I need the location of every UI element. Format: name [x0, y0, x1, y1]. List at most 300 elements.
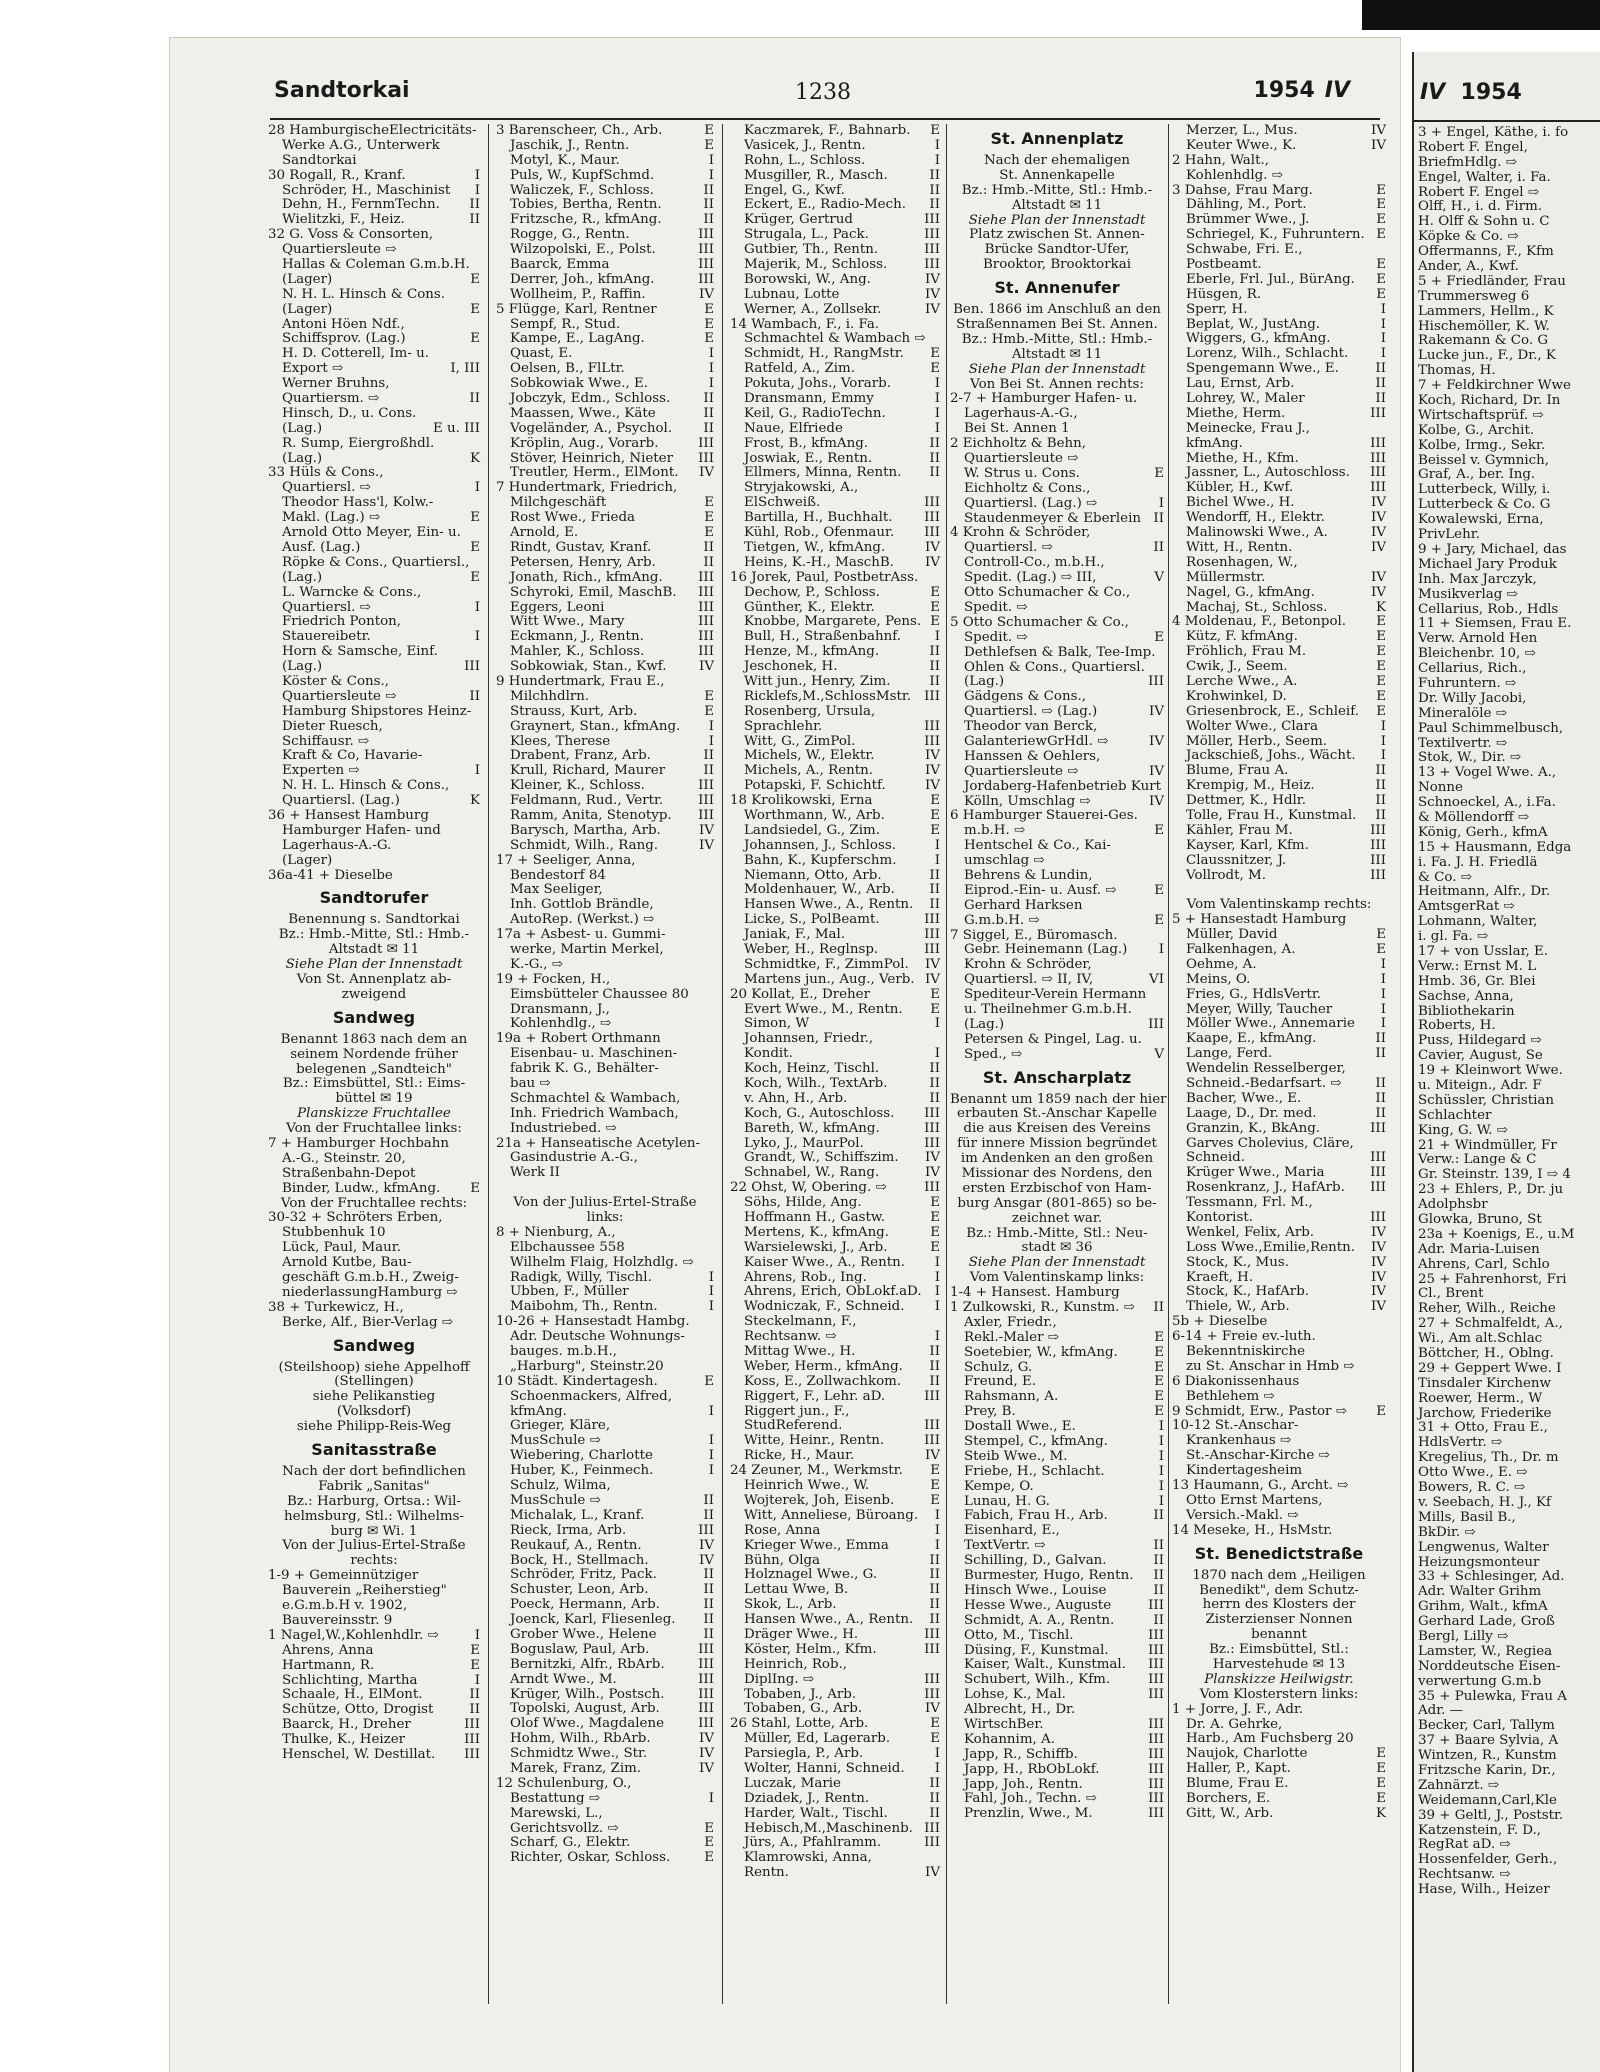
directory-entry: Beissel v. Gymnich, — [1418, 452, 1549, 468]
floor-marker: E — [930, 1195, 940, 1211]
entry-text: Fröhlich, Frau M. — [1186, 644, 1307, 660]
directory-entry: Wirtschaftsprüf. ⇨ — [1418, 407, 1544, 423]
floor-marker: II — [1375, 778, 1386, 794]
entry-text: Oelsen, B., FlLtr. — [510, 361, 625, 377]
directory-entry — [730, 1047, 940, 1062]
entry-text: Waliczek, F., Schloss. — [510, 182, 654, 198]
directory-entry — [496, 154, 714, 169]
directory-entry — [950, 809, 1164, 824]
directory-entry — [268, 1375, 480, 1390]
directory-entry — [268, 794, 480, 809]
entry-text: geschäft G.m.b.H., Zweig- — [282, 1270, 459, 1286]
directory-entry: Fuhruntern. ⇨ — [1418, 675, 1517, 691]
directory-entry — [496, 1494, 714, 1509]
entry-text: Lagerhaus-A.-G. — [282, 837, 392, 853]
directory-entry — [496, 1643, 714, 1658]
directory-entry — [268, 303, 480, 318]
entry-text: Holznagel Wwe., G. — [744, 1567, 878, 1583]
entry-text: Export ⇨ — [282, 361, 344, 377]
floor-marker: II — [929, 673, 940, 689]
directory-entry — [496, 1732, 714, 1747]
directory-entry — [496, 1300, 714, 1315]
directory-entry: Cavier, August, Se — [1418, 1048, 1543, 1064]
directory-entry: Kolbe, Irmg., Sekr. — [1418, 437, 1546, 453]
entry-text: helmsburg, Stl.: Wilhelms- — [284, 1508, 464, 1524]
directory-entry — [268, 720, 480, 735]
entry-text: AutoRep. (Werkst.) ⇨ — [510, 912, 655, 928]
entry-text: Thiele, W., Arb. — [1186, 1299, 1290, 1315]
entry-text: Martens jun., Aug., Verb. — [744, 971, 915, 987]
entry-text: Skok, L., Arb. — [744, 1597, 837, 1613]
entry-text: Witte, Heinr., Rentn. — [744, 1433, 885, 1449]
entry-text: Spediteur-Verein Hermann — [964, 987, 1147, 1003]
floor-marker: I — [474, 167, 480, 183]
entry-text: Kaiser, Walt., Kunstmal. — [964, 1657, 1126, 1673]
floor-marker: II — [703, 391, 714, 407]
directory-entry — [950, 646, 1164, 661]
directory-entry: Tinsdaler Kirchenw — [1418, 1375, 1551, 1391]
directory-entry: Stok, W., Dir. ⇨ — [1418, 750, 1522, 766]
directory-entry — [496, 943, 714, 958]
floor-marker: II — [703, 763, 714, 779]
directory-entry — [496, 824, 714, 839]
directory-entry — [730, 749, 940, 764]
entry-text: Sandtorkai — [282, 152, 357, 168]
floor-marker: IV — [925, 271, 940, 287]
entry-text: 36 + Hansest Hamburg — [268, 807, 429, 823]
directory-entry — [268, 675, 480, 690]
directory-entry: Hischemöller, K. W. — [1418, 318, 1550, 334]
directory-entry: Lutterbeck, Willy, i. — [1418, 482, 1551, 498]
floor-marker: III — [924, 1686, 940, 1702]
directory-entry — [268, 1420, 480, 1435]
directory-entry — [496, 1836, 714, 1851]
directory-entry — [268, 407, 480, 422]
directory-entry — [496, 1137, 714, 1152]
directory-entry: Sachse, Anna, — [1418, 988, 1514, 1004]
entry-text: Japp, Joh., Rentn. — [964, 1776, 1083, 1792]
directory-entry — [496, 1449, 714, 1464]
entry-text: Dethlefsen & Balk, Tee-Imp. — [964, 644, 1156, 660]
directory-entry — [496, 1256, 714, 1271]
directory-entry — [950, 1807, 1164, 1822]
entry-text: R. Sump, Eiergroßhdl. — [282, 435, 435, 451]
directory-entry — [268, 1033, 480, 1048]
directory-column-3 — [730, 124, 940, 1881]
directory-entry — [496, 1747, 714, 1762]
directory-entry — [1172, 1419, 1386, 1434]
entry-text: Worthmann, W., Arb. — [744, 807, 885, 823]
floor-marker: E — [930, 822, 940, 838]
directory-entry — [268, 392, 480, 407]
directory-entry — [950, 765, 1164, 780]
next-page-header — [1420, 80, 1522, 105]
floor-marker: E — [1376, 1403, 1386, 1419]
directory-entry — [496, 898, 714, 913]
directory-entry — [1172, 1524, 1386, 1539]
entry-text: Wilzopolski, E., Polst. — [510, 242, 656, 258]
directory-entry — [268, 169, 480, 184]
directory-entry — [950, 824, 1164, 839]
directory-entry — [496, 362, 714, 377]
floor-marker: E — [704, 137, 714, 153]
directory-entry — [496, 839, 714, 854]
directory-entry — [950, 1167, 1164, 1182]
entry-text: H. D. Cotterell, Im- u. — [282, 346, 430, 362]
entry-text: Hohm, Wilh., RbArb. — [510, 1731, 651, 1747]
floor-marker: III — [1148, 1627, 1164, 1643]
entry-text: Merzer, L., Mus. — [1186, 123, 1298, 138]
floor-marker: II — [469, 688, 480, 704]
directory-entry — [950, 512, 1164, 527]
floor-marker: E — [1376, 257, 1386, 273]
floor-marker: I — [934, 1254, 940, 1270]
entry-text: Brooktor, Brooktorkai — [982, 257, 1132, 273]
floor-marker: V — [1154, 1046, 1164, 1062]
directory-entry — [268, 1197, 480, 1212]
directory-entry — [496, 1151, 714, 1166]
directory-entry — [496, 1434, 714, 1449]
entry-text: W. Strus u. Cons. — [964, 465, 1080, 481]
directory-entry — [730, 839, 940, 854]
directory-entry: Musikverlag ⇨ — [1418, 586, 1518, 602]
directory-entry: 31 + Otto, Frau E., — [1418, 1420, 1548, 1436]
entry-text: Krempig, M., Heiz. — [1186, 778, 1315, 794]
entry-text: Schulz, Wilma, — [510, 1478, 611, 1494]
entry-text: Scharf, G., Elektr. — [510, 1835, 631, 1851]
floor-marker: III — [1148, 1687, 1164, 1703]
directory-entry: 19 + Kleinwort Wwe. — [1418, 1063, 1563, 1079]
floor-marker: E — [1154, 912, 1164, 928]
floor-marker: III — [1148, 1672, 1164, 1688]
floor-marker: II — [929, 1775, 940, 1791]
directory-entry — [496, 988, 714, 1003]
entry-text: Jordaberg-Hafenbetrieb Kurt — [964, 778, 1161, 794]
entry-text: GalanteriewGrHdl. ⇨ — [964, 733, 1109, 749]
directory-entry — [1172, 586, 1386, 601]
floor-marker: II — [1153, 540, 1164, 556]
entry-text: seinem Nordende früher — [290, 1046, 458, 1062]
directory-entry — [268, 1703, 480, 1718]
entry-text: Hanssen & Oehlers, — [964, 748, 1101, 764]
entry-text: Dransmann, J., — [510, 1001, 610, 1017]
directory-entry — [950, 482, 1164, 497]
entry-text: Japp, H., RbObLokf. — [964, 1761, 1100, 1777]
directory-entry — [730, 362, 940, 377]
directory-entry: & Co. ⇨ — [1418, 869, 1472, 885]
floor-marker: II — [929, 1567, 940, 1583]
entry-text: 13 Haumann, G., Archt. ⇨ — [1172, 1478, 1349, 1494]
entry-text: Bahn, K., Kupferschm. — [744, 852, 897, 868]
directory-entry — [1172, 749, 1386, 764]
directory-entry: 13 + Vogel Wwe. A., — [1418, 765, 1557, 781]
floor-marker: E — [1154, 1404, 1164, 1420]
entry-text: 5 Flügge, Karl, Rentner — [496, 301, 657, 317]
directory-entry — [496, 273, 714, 288]
entry-text: Krohwinkel, D. — [1186, 688, 1287, 704]
directory-entry — [950, 705, 1164, 720]
entry-text: Laage, D., Dr. med. — [1186, 1105, 1317, 1121]
entry-text: 1 + Jorre, J. F., Adr. — [1172, 1701, 1304, 1717]
directory-entry — [1172, 1509, 1386, 1524]
entry-text: Wojterek, Joh, Eisenb. — [744, 1492, 895, 1508]
entry-text: Motyl, K., Maur. — [510, 152, 620, 168]
directory-entry — [496, 124, 714, 139]
directory-entry: 17 + von Usslar, E. — [1418, 943, 1549, 959]
entry-text: Köster & Cons., — [282, 673, 390, 689]
directory-entry — [496, 1807, 714, 1822]
directory-entry — [950, 1569, 1164, 1584]
entry-text: niederlassungHamburg ⇨ — [282, 1284, 458, 1300]
directory-entry — [950, 839, 1164, 854]
entry-text: Bz.: Hmb.-Mitte, Stl.: Neu- — [966, 1225, 1148, 1241]
floor-marker: E — [704, 703, 714, 719]
entry-text: G.m.b.H. ⇨ — [964, 912, 1040, 928]
directory-entry — [950, 1241, 1164, 1256]
entry-text: Kohlenhdlg., ⇨ — [510, 1016, 612, 1032]
entry-text: Griesenbrock, E., Schleif. — [1186, 703, 1359, 719]
directory-entry — [1172, 1271, 1386, 1286]
entry-text: belegenen „Sandteich" — [296, 1061, 452, 1077]
entry-text: Kohannim, A. — [964, 1731, 1055, 1747]
directory-entry — [730, 1702, 940, 1717]
directory-entry — [496, 1792, 714, 1807]
directory-entry — [268, 288, 480, 303]
floor-marker: II — [703, 1507, 714, 1523]
directory-entry — [1172, 407, 1386, 422]
directory-entry — [496, 1003, 714, 1018]
directory-entry: verwertung G.m.b — [1418, 1673, 1542, 1689]
entry-text: Friebe, H., Schlacht. — [964, 1463, 1105, 1479]
directory-entry — [950, 675, 1164, 690]
floor-marker: IV — [925, 1865, 940, 1881]
entry-text: 7 + Hamburger Hochbahn — [268, 1136, 450, 1151]
floor-marker: I — [1380, 346, 1386, 362]
directory-entry — [1172, 958, 1386, 973]
entry-text: Schmachtel & Wambach, — [510, 1090, 681, 1106]
entry-text: Stöver, Heinrich, Nieter — [510, 450, 674, 466]
entry-text: Sandweg — [332, 1335, 416, 1355]
entry-text: Henschel, W. Destillat. — [282, 1746, 436, 1762]
directory-entry — [730, 720, 940, 735]
directory-entry: Lucke jun., F., Dr., K — [1418, 348, 1556, 364]
directory-entry: i. gl. Fa. ⇨ — [1418, 929, 1489, 945]
directory-entry — [268, 1569, 480, 1584]
directory-entry: Grihm, Walt., kfmA — [1418, 1599, 1548, 1615]
entry-text: Marek, Franz, Zim. — [510, 1760, 642, 1776]
entry-text: die aus Kreisen des Vereins — [963, 1121, 1151, 1137]
entry-text: Schyroki, Emil, MaschB. — [510, 584, 677, 600]
entry-text: Spengemann Wwe., E. — [1186, 361, 1339, 377]
entry-text: erbauten St.-Anschar Kapelle — [957, 1106, 1157, 1122]
directory-entry — [730, 1405, 940, 1420]
floor-marker: III — [698, 271, 714, 287]
directory-entry — [496, 1196, 714, 1211]
floor-marker: I — [934, 837, 940, 853]
floor-marker: III — [924, 1433, 940, 1449]
floor-marker: I — [708, 1463, 714, 1479]
floor-marker: II — [929, 1612, 940, 1628]
directory-entry — [1172, 779, 1386, 794]
entry-text: Vasicek, J., Rentn. — [744, 137, 866, 153]
directory-entry — [1172, 571, 1386, 586]
floor-marker: IV — [1371, 510, 1386, 526]
floor-marker: IV — [925, 763, 940, 779]
directory-entry — [496, 1017, 714, 1032]
directory-entry: v. Seebach, H. J., Kf — [1418, 1494, 1551, 1510]
directory-entry — [730, 1628, 940, 1643]
entry-text: Bz.: Hmb.-Mitte, Stl.: Hmb.- — [961, 331, 1153, 347]
floor-marker: I — [1158, 495, 1164, 511]
floor-marker: III — [924, 495, 940, 511]
entry-text: Wilhelm Flaig, Holzhdlg. ⇨ — [510, 1254, 694, 1270]
floor-marker: III — [924, 1120, 940, 1136]
directory-entry — [1172, 690, 1386, 705]
directory-entry: Hossenfelder, Gerh., — [1418, 1852, 1558, 1868]
directory-entry — [496, 1777, 714, 1792]
directory-entry — [268, 1614, 480, 1629]
directory-entry — [1172, 1166, 1386, 1181]
entry-text: Tobies, Bertha, Rentn. — [510, 197, 662, 213]
entry-text: Burmester, Hugo, Rentn. — [964, 1568, 1134, 1584]
directory-entry — [268, 124, 480, 139]
entry-text: Bichel Wwe., H. — [1186, 495, 1295, 511]
floor-marker: IV — [1371, 1254, 1386, 1270]
directory-entry — [1172, 1300, 1386, 1315]
directory-entry — [950, 1033, 1164, 1048]
directory-entry — [950, 199, 1164, 214]
entry-text: Planskizze Heilwigstr. — [1204, 1671, 1354, 1687]
directory-entry: Ahrens, Carl, Schlo — [1418, 1256, 1550, 1272]
entry-text: Baarck, H., Dreher — [282, 1717, 411, 1733]
entry-text: Eckert, E., Radio-Mech. — [744, 197, 906, 213]
directory-entry: Otto Wwe., E. ⇨ — [1418, 1465, 1528, 1481]
entry-text: Jürs, A., Pfahlramm. — [744, 1835, 882, 1851]
entry-text: Berke, Alf., Bier-Verlag ⇨ — [282, 1314, 453, 1330]
entry-text: 7 Hundertmark, Friedrich, — [496, 480, 678, 496]
entry-text: Borowski, W., Ang. — [744, 271, 871, 287]
entry-text: Werk II — [510, 1165, 560, 1181]
entry-text: Kröplin, Aug., Vorarb. — [510, 435, 659, 451]
directory-entry — [730, 601, 940, 616]
entry-text: fabrik K. G., Behälter- — [510, 1061, 659, 1077]
directory-entry — [730, 1539, 940, 1554]
entry-text: N. H. L. Hinsch & Cons. — [282, 286, 446, 302]
directory-entry — [950, 318, 1164, 333]
directory-entry — [950, 1271, 1164, 1286]
entry-text: Rieck, Irma, Arb. — [510, 1522, 627, 1538]
directory-entry — [496, 1539, 714, 1554]
directory-entry — [268, 630, 480, 645]
directory-entry — [730, 154, 940, 169]
directory-entry: 5 + Friedländer, Frau — [1418, 273, 1566, 289]
floor-marker: IV — [1371, 569, 1386, 585]
directory-entry — [496, 1330, 714, 1345]
floor-marker: II — [469, 1702, 480, 1718]
directory-entry — [950, 1495, 1164, 1510]
directory-entry: 21 + Windmüller, Fr — [1418, 1137, 1557, 1153]
entry-text: Rosenberg, Ursula, — [744, 703, 876, 719]
directory-entry — [950, 1152, 1164, 1167]
floor-marker: I — [708, 1269, 714, 1285]
directory-entry — [268, 318, 480, 333]
floor-marker: III — [924, 927, 940, 943]
entry-text: Haller, P., Kapt. — [1186, 1761, 1291, 1777]
directory-entry — [950, 1003, 1164, 1018]
directory-entry — [496, 422, 714, 437]
directory-entry — [950, 1703, 1164, 1718]
directory-entry — [268, 690, 480, 705]
directory-entry — [268, 839, 480, 854]
entry-text: Lettau Wwe, B. — [744, 1582, 849, 1598]
entry-text: für innere Mission begründet — [957, 1136, 1157, 1152]
floor-marker: III — [924, 1180, 940, 1196]
directory-entry — [1172, 720, 1386, 735]
floor-marker: II — [929, 882, 940, 898]
entry-text: 14 Wambach, F., i. Fa. — [730, 316, 880, 332]
directory-entry — [268, 481, 480, 496]
directory-entry: 11 + Siemsen, Frau E. — [1418, 616, 1572, 632]
entry-text: Quartiersl. ⇨ — [282, 599, 371, 615]
entry-text: Ahrens, Rob., Ing. — [744, 1269, 867, 1285]
directory-entry: Lutterbeck & Co. G — [1418, 497, 1551, 513]
directory-entry — [950, 452, 1164, 467]
directory-entry — [730, 660, 940, 675]
entry-text: 2-7 + Hamburger Hafen- u. — [950, 391, 1138, 407]
floor-marker: E — [930, 123, 940, 138]
entry-text: Sempf, R., Stud. — [510, 316, 621, 332]
entry-text: Von Bei St. Annen rechts: — [970, 376, 1144, 392]
entry-text: 20 Kollat, E., Dreher — [730, 986, 870, 1002]
directory-entry — [950, 884, 1164, 899]
directory-entry: Graf, A., ber. Ing. — [1418, 467, 1536, 483]
floor-marker: III — [698, 1641, 714, 1657]
floor-marker: I — [1380, 733, 1386, 749]
entry-text: Parsiegla, P., Arb. — [744, 1746, 864, 1762]
directory-entry — [730, 1717, 940, 1732]
directory-entry — [496, 1405, 714, 1420]
entry-text: Werner, A., Zollsekr. — [744, 301, 882, 317]
entry-text: Kempe, O. — [964, 1478, 1034, 1494]
entry-text: Schwabe, Fri. E., — [1186, 242, 1303, 258]
entry-text: Kaape, E., kfmAng. — [1186, 1031, 1317, 1047]
directory-entry — [496, 615, 714, 630]
entry-text: Ben. 1866 im Anschluß an den — [953, 302, 1161, 318]
directory-entry — [496, 1285, 714, 1300]
floor-marker: E — [1376, 703, 1386, 719]
directory-entry — [496, 1628, 714, 1643]
floor-marker: I — [1158, 1493, 1164, 1509]
floor-marker: III — [1148, 1776, 1164, 1792]
directory-entry — [950, 228, 1164, 243]
entry-text: herrn des Klosters der — [1202, 1597, 1356, 1613]
entry-text: Niemann, Otto, Arb. — [744, 867, 882, 883]
entry-text: Bekenntniskirche — [1186, 1344, 1306, 1360]
directory-entry — [268, 749, 480, 764]
directory-entry — [1172, 675, 1386, 690]
directory-column-4 — [950, 124, 1167, 1822]
directory-entry: Lamster, W., Regiea — [1418, 1643, 1553, 1659]
entry-text: Quartiersleute ⇨ — [282, 242, 397, 258]
entry-text: Inh. Friedrich Wambach, — [510, 1105, 679, 1121]
directory-entry — [496, 1315, 714, 1330]
directory-entry: H. Olff & Sohn u. C — [1418, 214, 1550, 230]
floor-marker: I — [934, 1746, 940, 1762]
entry-text: Soetebier, W., kfmAng. — [964, 1344, 1118, 1360]
directory-entry — [950, 378, 1164, 393]
floor-marker: K — [469, 793, 480, 809]
entry-text: Bernitzki, Alfr., RbArb. — [510, 1656, 665, 1672]
